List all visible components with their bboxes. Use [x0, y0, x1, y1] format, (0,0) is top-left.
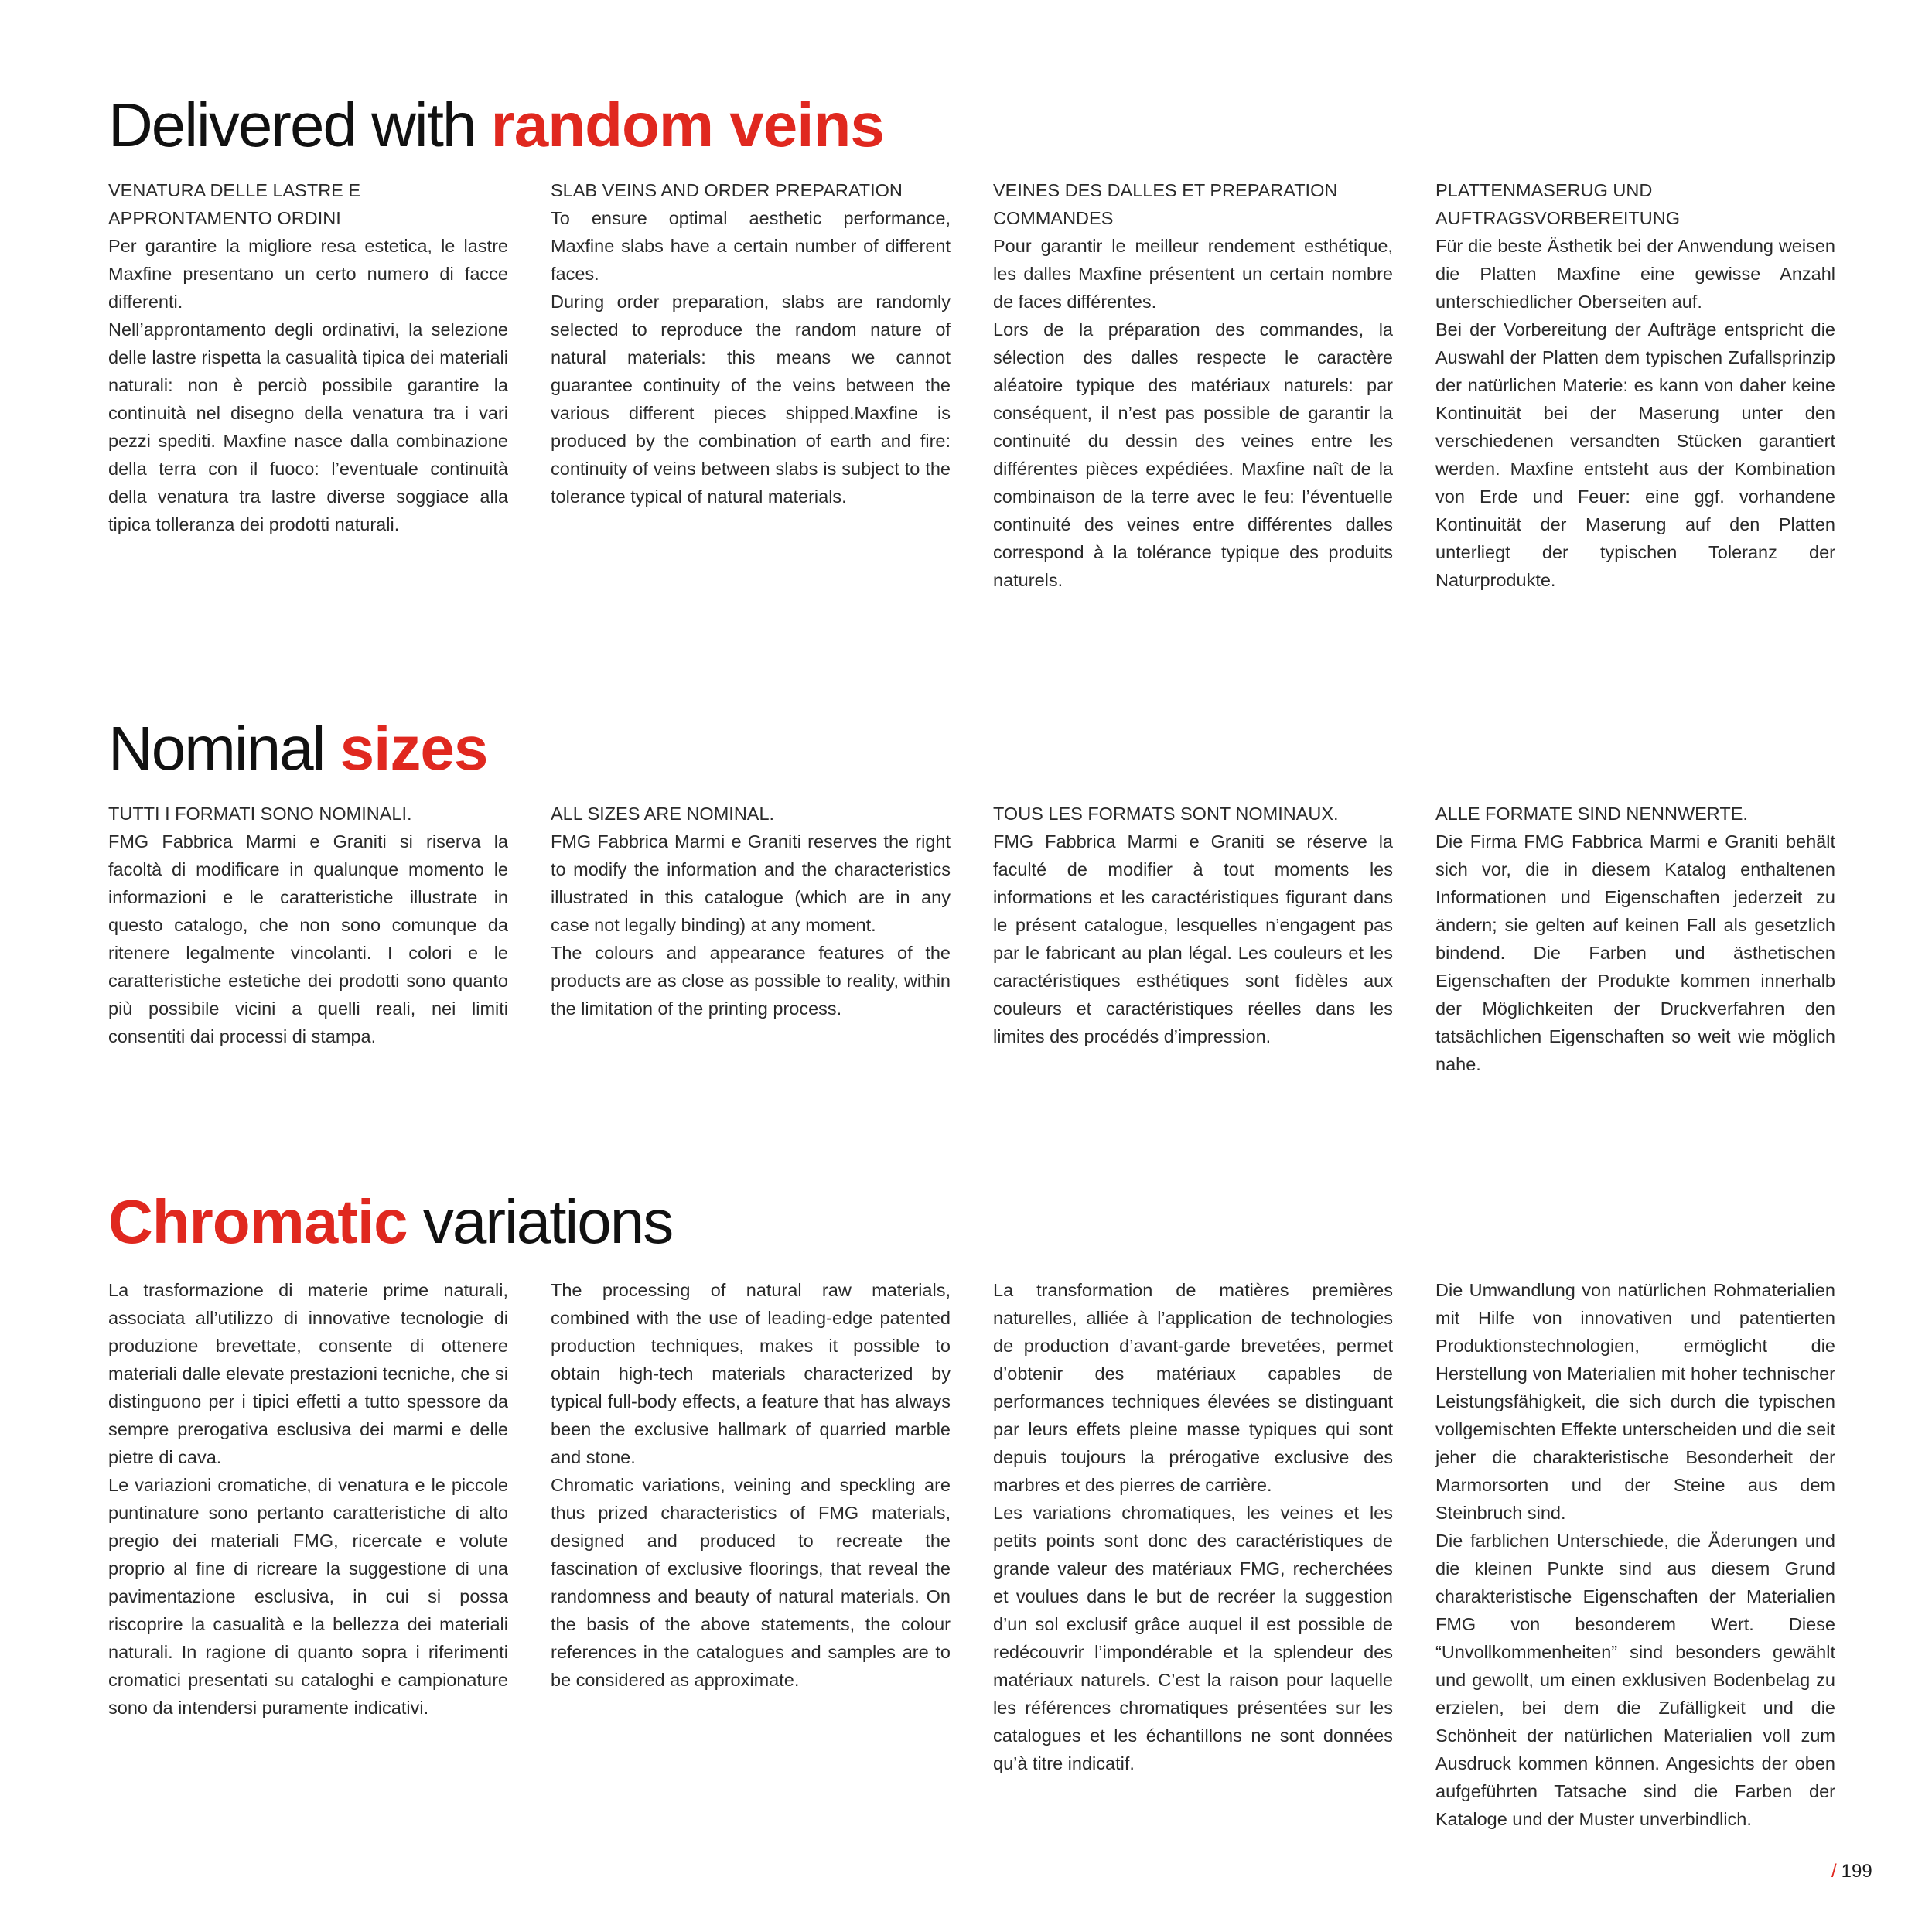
column-english: [551, 1276, 951, 1833]
page-separator: /: [1831, 1861, 1837, 1882]
paragraph: La trasformazione di materie prime naturali, associata all’utilizzo di innovative tecnologie di produzione brevettate, consente di ottenere materiali dalle elevate prestazioni tecniche, che si distinguono per i tipici effetti a tutto spessore da sempre prerogativa esclusiva dei marmi e delle pietre di cava.: [108, 1280, 508, 1467]
section-title: [108, 714, 1841, 783]
language-columns: [108, 1276, 1841, 1833]
paragraph: Nell’approntamento degli ordinativi, la selezione delle lastre rispetta la casualità tipica dei materiali naturali: non è perciò possibile garantire la continuità nel disegno della venatura tra i vari pezzi spediti. Maxfine nasce dalla combinazione della terra con il fuoco: l’eventuale continuità della venatura tra lastre diverse soggiace alla tipica tolleranza dei prodotti naturali.: [108, 319, 508, 534]
paragraph: Le variazioni cromatiche, di venatura e le piccole puntinature sono pertanto caratteristiche di alto pregio dei materiali FMG, ricercate e volute proprio al fine di ricreare la suggestione di una pavimentazione esclusiva, in cui si possa riscoprire la casualità e la bellezza dei materiali naturali. In ragione di quanto sopra i riferimenti cromatici presentati su cataloghi e campionature sono da intendersi puramente indicativi.: [108, 1475, 508, 1718]
paragraph: Die farblichen Unterschiede, die Äderungen und die kleinen Punkte sind aus diesem Grund charakteristische Eigenschaften der Materialien FMG von besonderem Wert. Diese “Unvollkommenheiten” sind besonders gewählt und gewollt, um einen exklusiven Bodenbelag zu erzielen, bei dem die Zufälligkeit und die Schönheit der natürlichen Materialien voll zum Ausdruck kommen können. Angesichts der oben aufgeführten Tatsache sind die Farben der Kataloge und der Muster unverbindlich.: [1435, 1531, 1835, 1829]
paragraph: Bei der Vorbereitung der Aufträge entspricht die Auswahl der Platten dem typischen Zufallsprinzip der natürlichen Materie: es kann von daher keine Kontinuität bei der Maserung unter den verschiedenen versandten Stücken garantiert werden. Maxfine entsteht aus der Kombination von Erde und Feuer: eine ggf. vorhandene Kontinuität der Maserung auf den Platten unterliegt der typischen Toleranz der Naturprodukte.: [1435, 319, 1835, 590]
column-subhead: ALLE FORMATE SIND NENNWERTE.: [1435, 804, 1748, 824]
column-german: [1435, 800, 1835, 1078]
paragraph: Die Umwandlung von natürlichen Rohmaterialien mit Hilfe von innovativen und patentierten Produktionstechnologien, ermöglicht die Herstellung von Materialien mit hoher technischer Leistungsfähigkeit, die sich durch die typischen vollgemischten Effekte unterscheiden und die seit jeher die charakteristische Besonderheit der Marmorsorten und der Steine aus dem Steinbruch sind.: [1435, 1280, 1835, 1523]
language-columns: [108, 176, 1841, 594]
title-accent: Chromatic: [108, 1187, 408, 1256]
paragraph: Für die beste Ästhetik bei der Anwendung weisen die Platten Maxfine eine gewisse Anzahl unterschiedlicher Oberseiten auf.: [1435, 236, 1835, 312]
title-plain: Nominal: [108, 714, 340, 783]
page-number-value: 199: [1841, 1861, 1872, 1882]
column-english: [551, 176, 951, 594]
column-subhead: VENATURA DELLE LASTRE E APPRONTAMENTO ORDINI: [108, 180, 361, 228]
column-french: [993, 176, 1393, 594]
section-random-veins: [108, 90, 1841, 594]
section-nominal-sizes: [108, 714, 1841, 1078]
paragraph: Lors de la préparation des commandes, la sélection des dalles respecte le caractère aléatoire typique des matériaux naturels: par conséquent, il n’est pas possible de garantir la continuité du dessin des veines entre les différentes pièces expédiées. Maxfine naît de la combinaison de la terre avec le feu: l’éventuelle continuité des veines entre différentes dalles correspond à la tolérance typique des produits naturels.: [993, 319, 1393, 590]
column-subhead: ALL SIZES ARE NOMINAL.: [551, 804, 775, 824]
paragraph: FMG Fabbrica Marmi e Graniti reserves the right to modify the information and the characteristics illustrated in this catalogue (which are in any case not legally binding) at any moment.: [551, 831, 951, 935]
column-italian: [108, 800, 508, 1078]
title-accent: sizes: [340, 714, 488, 783]
page-number: [1831, 1861, 1872, 1883]
column-subhead: PLATTENMASERUG UND AUFTRAGSVORBEREITUNG: [1435, 180, 1680, 228]
paragraph: Pour garantir le meilleur rendement esthétique, les dalles Maxfine présentent un certain nombre de faces différentes.: [993, 236, 1393, 312]
column-italian: [108, 1276, 508, 1833]
column-english: [551, 800, 951, 1078]
column-subhead: TOUS LES FORMATS SONT NOMINAUX.: [993, 804, 1339, 824]
column-subhead: SLAB VEINS AND ORDER PREPARATION: [551, 180, 903, 200]
paragraph: To ensure optimal aesthetic performance, Maxfine slabs have a certain number of different faces.: [551, 208, 951, 284]
paragraph: The processing of natural raw materials, combined with the use of leading-edge patented production techniques, makes it possible to obtain high-tech materials characterized by typical full-body effects, a feature that has always been the exclusive hallmark of quarried marble and stone.: [551, 1280, 951, 1467]
language-columns: [108, 800, 1841, 1078]
section-chromatic-variations: [108, 1187, 1841, 1833]
column-german: [1435, 1276, 1835, 1833]
paragraph: Die Firma FMG Fabbrica Marmi e Graniti behält sich vor, die in diesem Katalog enthaltenen Informationen und Eigenschaften jederzeit zu ändern; sie gelten auf keinen Fall als gesetzlich bindend. Die Farben und ästhetischen Eigenschaften der Produkte kommen innerhalb der Möglichkeiten der Druckverfahren den tatsächlichen Eigenschaften so weit wie möglich nahe.: [1435, 831, 1835, 1074]
paragraph: Chromatic variations, veining and speckling are thus prized characteristics of FMG materials, designed and produced to recreate the fascination of exclusive floorings, that reveal the randomness and beauty of natural materials. On the basis of the above statements, the colour references in the catalogues and samples are to be considered as approximate.: [551, 1475, 951, 1690]
paragraph: La transformation de matières premières naturelles, alliée à l’application de technologies de production d’avant-garde brevetées, permet d’obtenir des matériaux capables de performances techniques élevées se distinguant par leurs effets pleine masse typiques qui sont depuis toujours la prérogative exclusive des marbres et des pierres de carrière.: [993, 1280, 1393, 1495]
title-accent: random veins: [490, 90, 884, 159]
title-plain: variations: [407, 1187, 673, 1256]
paragraph: FMG Fabbrica Marmi e Graniti se réserve la faculté de modifier à tout moments les informations et les caractéristiques figurant dans le présent catalogue, lesquelles n’engagent pas par le fabricant au plan légal. Les couleurs et les caractéristiques esthétiques sont fidèles aux couleurs et caractéristiques réelles dans les limites des procédés d’impression.: [993, 831, 1393, 1046]
paragraph: Les variations chromatiques, les veines et les petits points sont donc des caractéristiques de grande valeur des matériaux FMG, recherchées et voulues dans le but de recréer la suggestion d’un sol exclusif grâce auquel il est possible de redécouvrir l’impondérable et la splendeur des matériaux naturels. C’est la raison pour laquelle les références chromatiques présentées sur les catalogues et les échantillons ne sont données qu’à titre indicatif.: [993, 1503, 1393, 1773]
section-title: [108, 90, 1841, 159]
title-plain: Delivered with: [108, 90, 491, 159]
paragraph: Per garantire la migliore resa estetica, le lastre Maxfine presentano un certo numero di facce differenti.: [108, 236, 508, 312]
section-title: [108, 1187, 1841, 1256]
column-subhead: VEINES DES DALLES ET PREPARATION COMMANDES: [993, 180, 1338, 228]
column-subhead: TUTTI I FORMATI SONO NOMINALI.: [108, 804, 412, 824]
column-french: [993, 800, 1393, 1078]
column-italian: [108, 176, 508, 594]
paragraph: FMG Fabbrica Marmi e Graniti si riserva la facoltà di modificare in qualunque momento le informazioni e le caratteristiche illustrate in questo catalogo, che non sono comunque da ritenere legalmente vincolanti. I colori e le caratteristiche estetiche dei prodotti sono quanto più possibile vicini a quelli reali, nei limiti consentiti dai processi di stampa.: [108, 831, 508, 1046]
paragraph: During order preparation, slabs are randomly selected to reproduce the random nature of natural materials: this means we cannot guarantee continuity of the veins between the various different pieces shipped.Maxfine is produced by the combination of earth and fire: continuity of veins between slabs is subject to the tolerance typical of natural materials.: [551, 292, 951, 507]
paragraph: The colours and appearance features of the products are as close as possible to reality, within the limitation of the printing process.: [551, 943, 951, 1019]
column-french: [993, 1276, 1393, 1833]
column-german: [1435, 176, 1835, 594]
